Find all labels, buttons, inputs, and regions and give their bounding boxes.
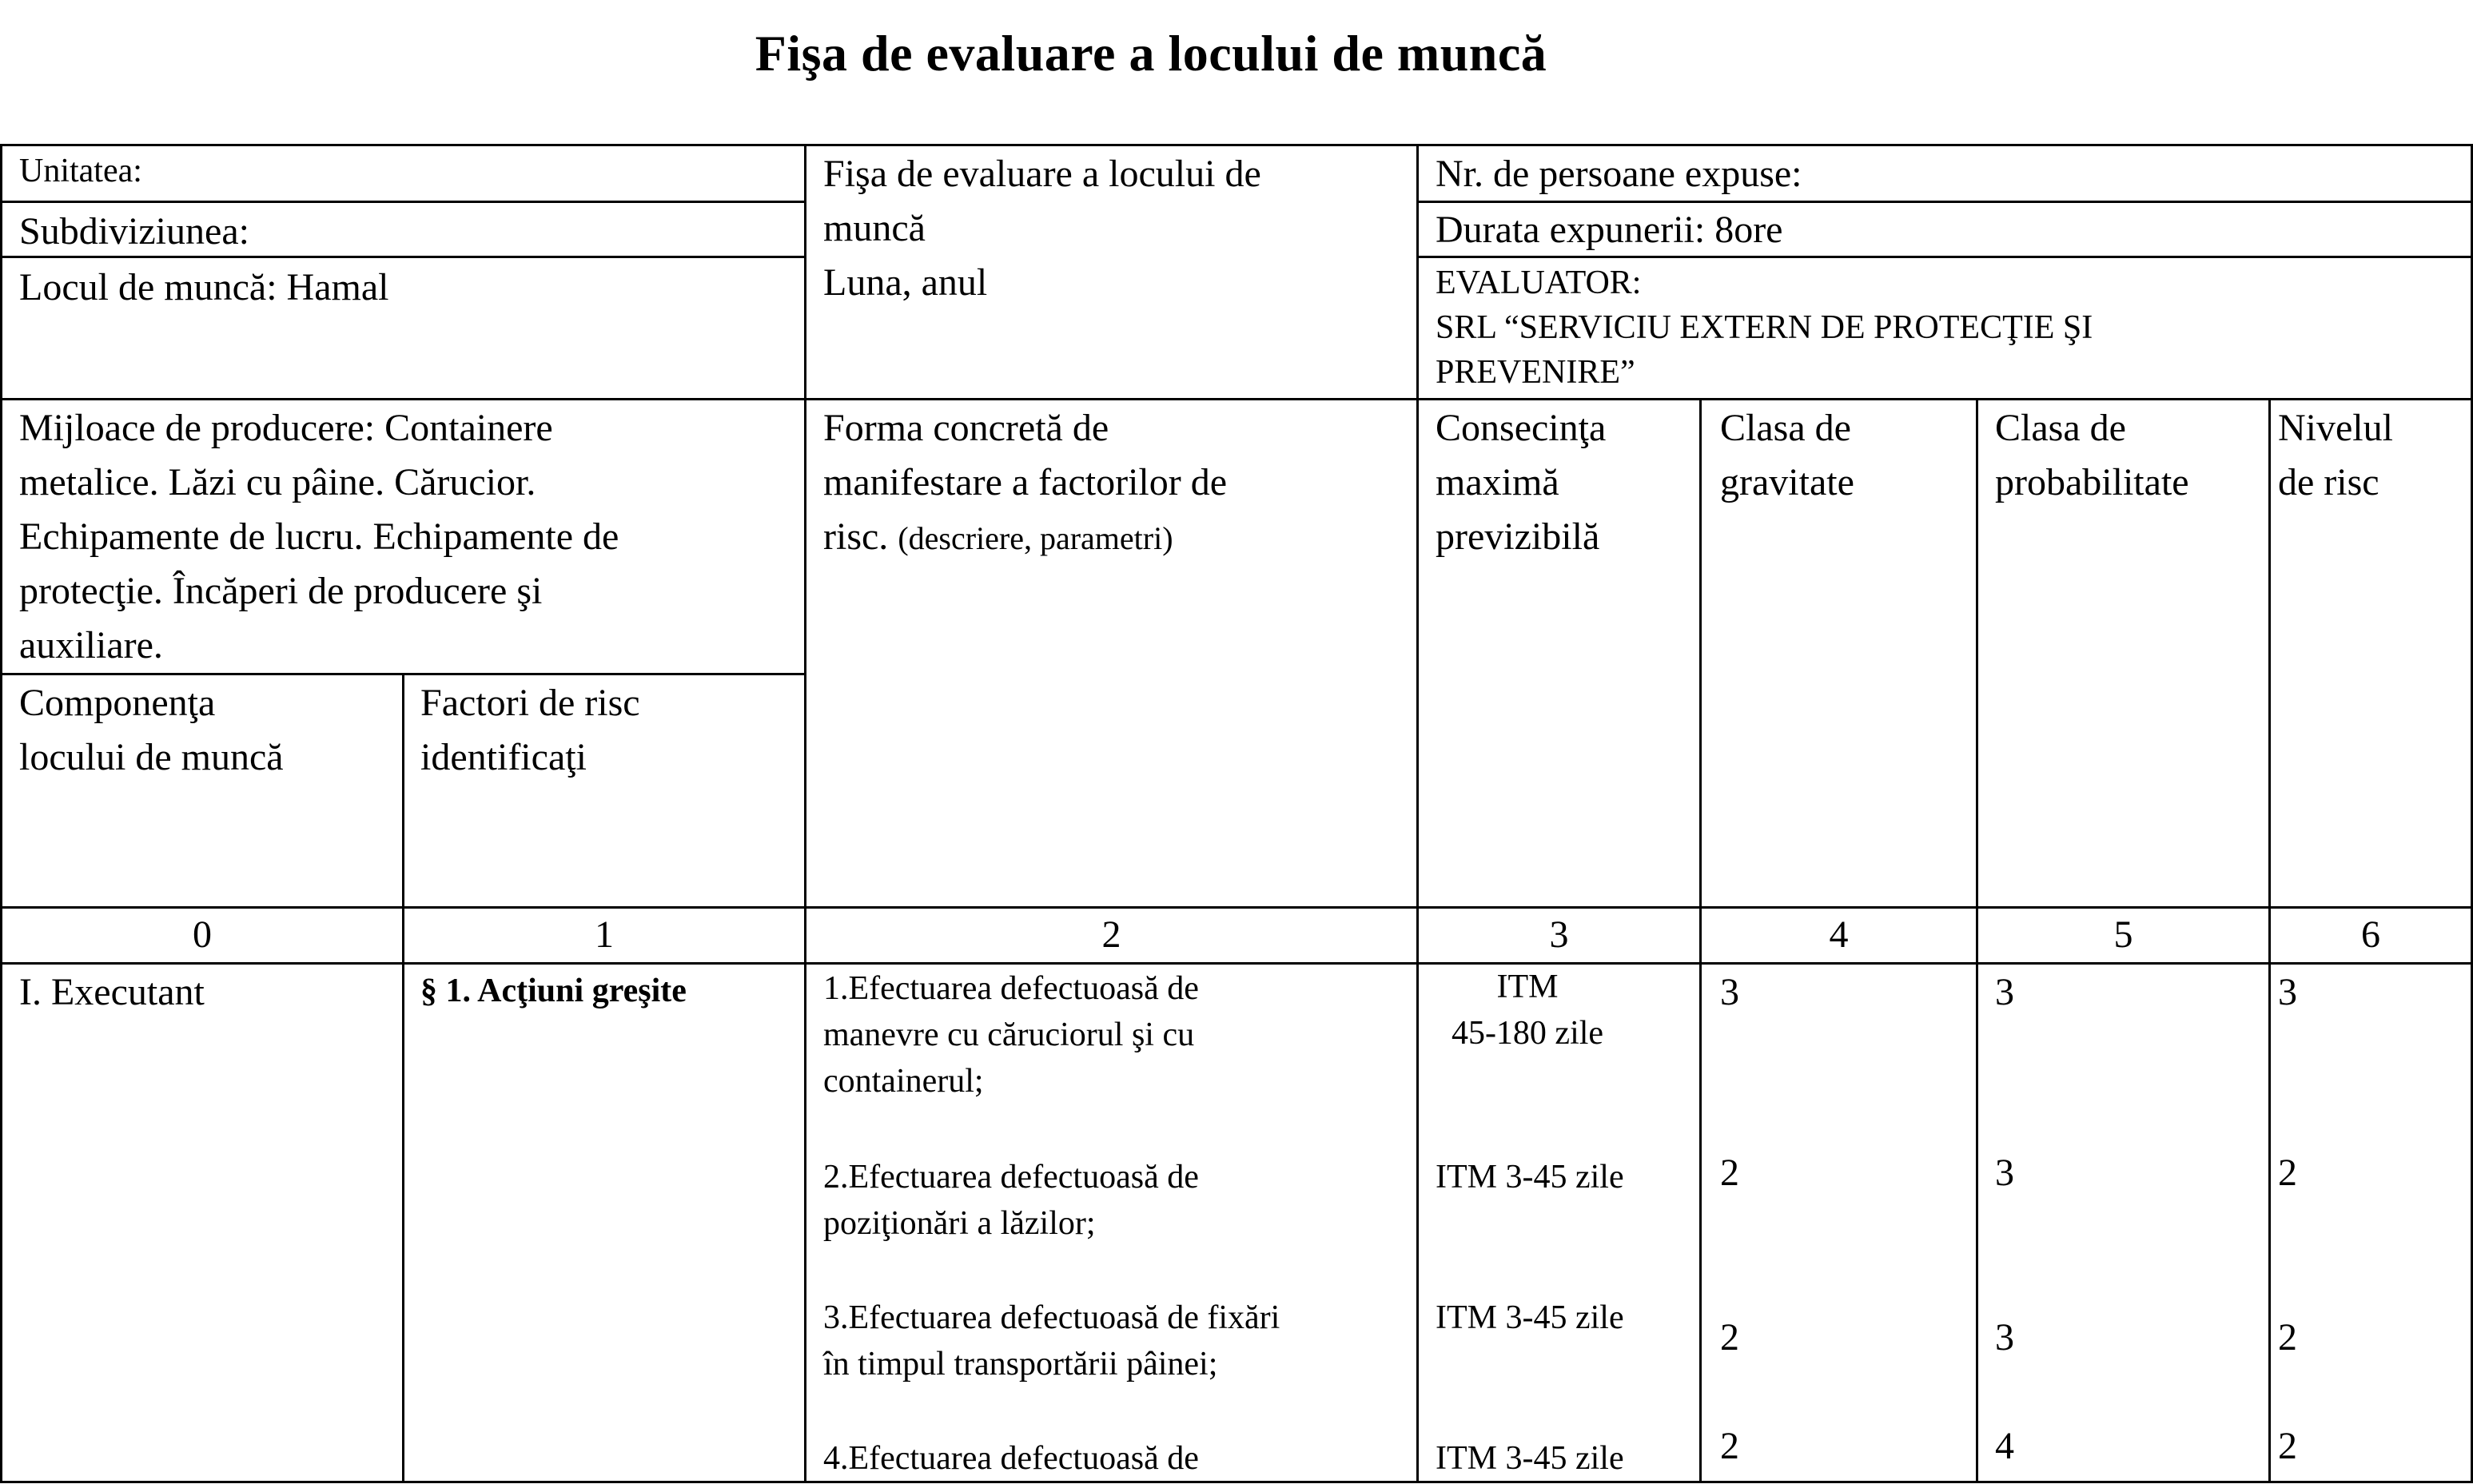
consecinta-header: Consecinţa maximă previzibilă <box>1436 407 1607 558</box>
probabilitate-header: Clasa de probabilitate <box>1995 407 2189 503</box>
divider <box>0 398 2473 400</box>
probability-4: 4 <box>1995 1425 2014 1467</box>
gravity-1: 3 <box>1720 971 1739 1013</box>
gravitate-header: Clasa de gravitate <box>1720 407 1854 503</box>
probability-3: 3 <box>1995 1316 2014 1359</box>
risk-description-1: 1.Efectuarea defectuoasă de manevre cu căruciorul şi cu containerul; <box>823 970 1199 1100</box>
column-number-1: 1 <box>595 913 614 956</box>
risk-description-2: 2.Efectuarea defectuoasă de poziţionări a lăzilor; <box>823 1159 1199 1242</box>
unitatea-label: Unitatea: <box>19 153 142 189</box>
risk-level-3: 2 <box>2278 1316 2297 1359</box>
consequence-1-text: ITM 45-180 zile <box>1451 969 1604 1052</box>
component-executant: I. Executant <box>19 971 205 1013</box>
evaluator-label: EVALUATOR: <box>1436 265 1642 301</box>
column-number-2: 2 <box>1101 913 1121 956</box>
gravity-3: 2 <box>1720 1316 1739 1359</box>
forma-concreta-header <box>823 401 1227 566</box>
risk-description-3: 3.Efectuarea defectuoasă de fixări în timpul transportării pâinei; <box>823 1299 1280 1383</box>
fisa-luna-anul-label: Fişa de evaluare a locului de muncă Luna, anul <box>823 153 1261 304</box>
column-number-0: 0 <box>193 913 212 956</box>
risk-description-4: 4.Efectuarea defectuoasă de <box>823 1440 1199 1477</box>
divider <box>0 144 2 1483</box>
risk-level-4: 2 <box>2278 1425 2297 1467</box>
nivel-header: Nivelul de risc <box>2278 407 2393 503</box>
table-border-bottom <box>0 1481 2473 1483</box>
forma-concreta-note: (descriere, parametri) <box>898 520 1173 556</box>
subdiviziunea-label: Subdiviziunea: <box>19 210 249 253</box>
durata-expunerii-label: Durata expunerii: 8ore <box>1436 209 1783 251</box>
factori-header: Factori de risc identificaţi <box>420 682 640 778</box>
consequence-2: ITM 3-45 zile <box>1436 1159 1624 1196</box>
column-number-6: 6 <box>2361 913 2380 956</box>
mijloace-de-producere: Mijloace de producere: Containere metalice. Lăzi cu pâine. Cărucior. Echipamente de lucru. Echipamente de protecţie. Încăperi de producere şi auxiliare. <box>19 407 619 666</box>
locul-de-munca-label: Locul de muncă: Hamal <box>19 266 389 308</box>
column-number-3: 3 <box>1549 913 1569 956</box>
column-number-4: 4 <box>1829 913 1849 956</box>
componenta-header: Componenţa locului de muncă <box>19 682 284 778</box>
consequence-3: ITM 3-45 zile <box>1436 1299 1624 1336</box>
page-title: Fişa de evaluare a locului de muncă <box>755 25 1547 82</box>
divider <box>0 962 2473 965</box>
forma-concreta-text: Forma concretă de manifestare a factorilor de risc. <box>823 407 1228 558</box>
probability-1: 3 <box>1995 971 2014 1013</box>
gravity-4: 2 <box>1720 1425 1739 1467</box>
risk-level-2: 2 <box>2278 1152 2297 1194</box>
consequence-1 <box>1436 964 1619 1056</box>
consequence-4: ITM 3-45 zile <box>1436 1440 1624 1477</box>
gravity-2: 2 <box>1720 1152 1739 1194</box>
table-border-top <box>0 144 2473 146</box>
risk-level-1: 3 <box>2278 971 2297 1013</box>
divider <box>804 144 806 1483</box>
divider <box>0 201 806 203</box>
divider <box>402 673 404 1483</box>
nr-persoane-label: Nr. de persoane expuse: <box>1436 153 1802 195</box>
evaluator-name: SRL “SERVICIU EXTERN DE PROTECŢIE ŞI PREVENIRE” <box>1436 309 2093 391</box>
probability-2: 3 <box>1995 1152 2014 1194</box>
divider <box>1416 144 1419 1483</box>
column-number-5: 5 <box>2113 913 2133 956</box>
factor-actiuni-gresite: § 1. Acţiuni greşite <box>420 973 687 1009</box>
